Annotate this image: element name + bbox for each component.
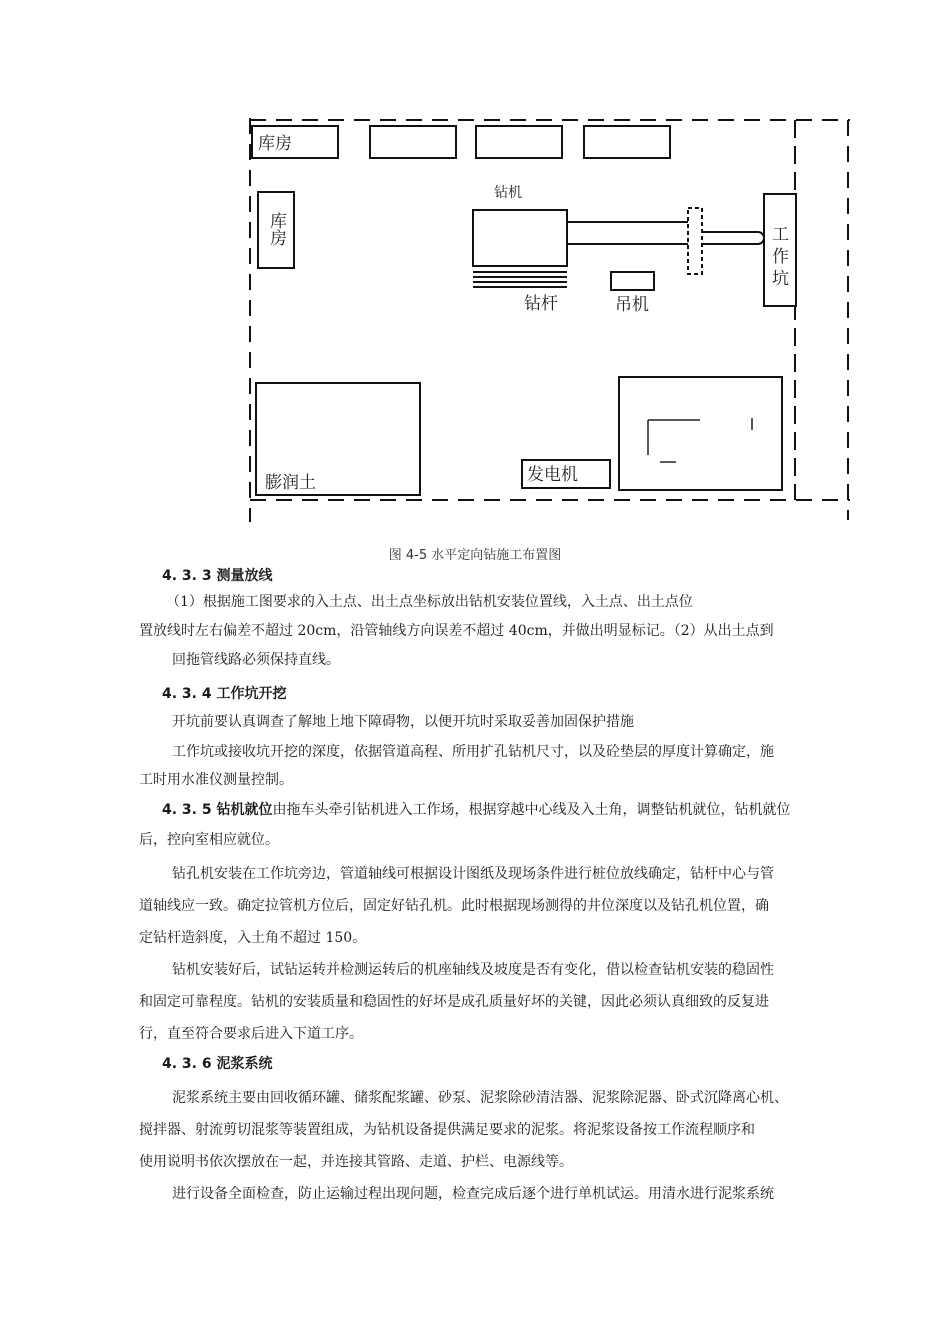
- generator-label: 发电机: [527, 465, 578, 485]
- drill-rod-stack: [473, 272, 567, 287]
- work-pit-label-1: 工: [772, 225, 789, 245]
- drill-head-dashed: [688, 208, 702, 274]
- crane-label: 吊机: [615, 295, 649, 315]
- s433-line-3: 回拖管线路必须保持直线。: [172, 652, 340, 668]
- section-heading-435: 4. 3. 5 钻机就位: [162, 802, 273, 818]
- s435-line-2: 后，控向室相应就位。: [139, 832, 279, 848]
- s434-para-1: 开坑前要认真调查了解地上地下障碍物，以便开坑时采取妥善加固保护措施: [172, 714, 634, 730]
- figure-caption: 图 4-5 水平定向钻施工布置图: [388, 548, 562, 563]
- storage-bar-1: [370, 126, 456, 158]
- storage-bar-2: [476, 126, 562, 158]
- s435-para-3c: 行，直至符合要求后进入下道工序。: [139, 1026, 363, 1042]
- s435-para-2a: 钻孔机安装在工作坑旁边，管道轴线可根据设计图纸及现场条件进行桩位放线确定，钻杆中心与管: [172, 866, 774, 882]
- s436-para-1b: 搅拌器、射流剪切混浆等装置组成，为钻机设备提供满足要求的泥浆。将泥浆设备按工作流程顺序和: [139, 1122, 755, 1138]
- drill-rig-arm: [567, 222, 689, 244]
- drill-pipe: [702, 232, 764, 244]
- s433-line-1: （1）根据施工图要求的入土点、出土点坐标放出钻机安装位置线，入土点、出土点位: [166, 594, 693, 610]
- layout-diagram: [0, 0, 950, 540]
- drill-rig-label: 钻机: [494, 185, 522, 201]
- warehouse-side-label: 库房: [266, 212, 286, 246]
- storage-bar-3: [584, 126, 670, 158]
- section-heading-434: 4. 3. 4 工作坑开挖: [162, 686, 287, 702]
- work-pit-label-3: 坑: [772, 269, 789, 289]
- s435-para-2c: 定钻杆造斜度，入土角不超过 150。: [139, 930, 367, 946]
- s433-line-2: 置放线时左右偏差不超过 20cm，沿管轴线方向误差不超过 40cm，并做出明显标记。（2）从出土点到: [139, 623, 774, 639]
- drill-rig-box: [473, 210, 567, 266]
- s435-line-1: [162, 800, 790, 820]
- work-pit-label-2: 作: [772, 247, 789, 267]
- s435-para-2b: 道轴线应一致。确定拉管机方位后，固定好钻孔机。此时根据现场测得的井位深度以及钻孔机位置，确: [139, 898, 769, 914]
- section-heading-433: 4. 3. 3 测量放线: [162, 568, 273, 584]
- warehouse-top-label: 库房: [258, 134, 292, 154]
- crane-box: [611, 272, 654, 290]
- s434-para-2b: 工时用水准仪测量控制。: [139, 772, 293, 788]
- s435-para-3b: 和固定可靠程度。钻机的安装质量和稳固性的好坏是成孔质量好坏的关键，因此必须认真细致的反复进: [139, 994, 769, 1010]
- s436-para-2a: 进行设备全面检查，防止运输过程出现问题，检查完成后逐个进行单机试运。用清水进行泥浆系统: [172, 1186, 774, 1202]
- s435-para-3a: 钻机安装好后，试钻运转并检测运转后的机座轴线及坡度是否有变化，借以检查钻机安装的稳固性: [172, 962, 774, 978]
- equipment-box: [619, 377, 782, 490]
- section-heading-436: 4. 3. 6 泥浆系统: [162, 1056, 273, 1072]
- drill-rod-label: 钻杆: [524, 294, 558, 314]
- s436-para-1c: 使用说明书依次摆放在一起，并连接其管路、走道、护栏、电源线等。: [139, 1154, 573, 1170]
- bentonite-label: 膨润土: [265, 473, 316, 493]
- s436-para-1a: 泥浆系统主要由回收循环罐、储浆配浆罐、砂泵、泥浆除砂清洁器、泥浆除泥器、卧式沉降离心机、: [172, 1090, 788, 1106]
- s434-para-2a: 工作坑或接收坑开挖的深度，依据管道高程、所用扩孔钻机尺寸，以及砼垫层的厚度计算确定，施: [172, 744, 774, 760]
- s435-line-1-rest: 由拖车头牵引钻机进入工作场，根据穿越中心线及入土角，调整钻机就位，钻机就位: [272, 802, 791, 818]
